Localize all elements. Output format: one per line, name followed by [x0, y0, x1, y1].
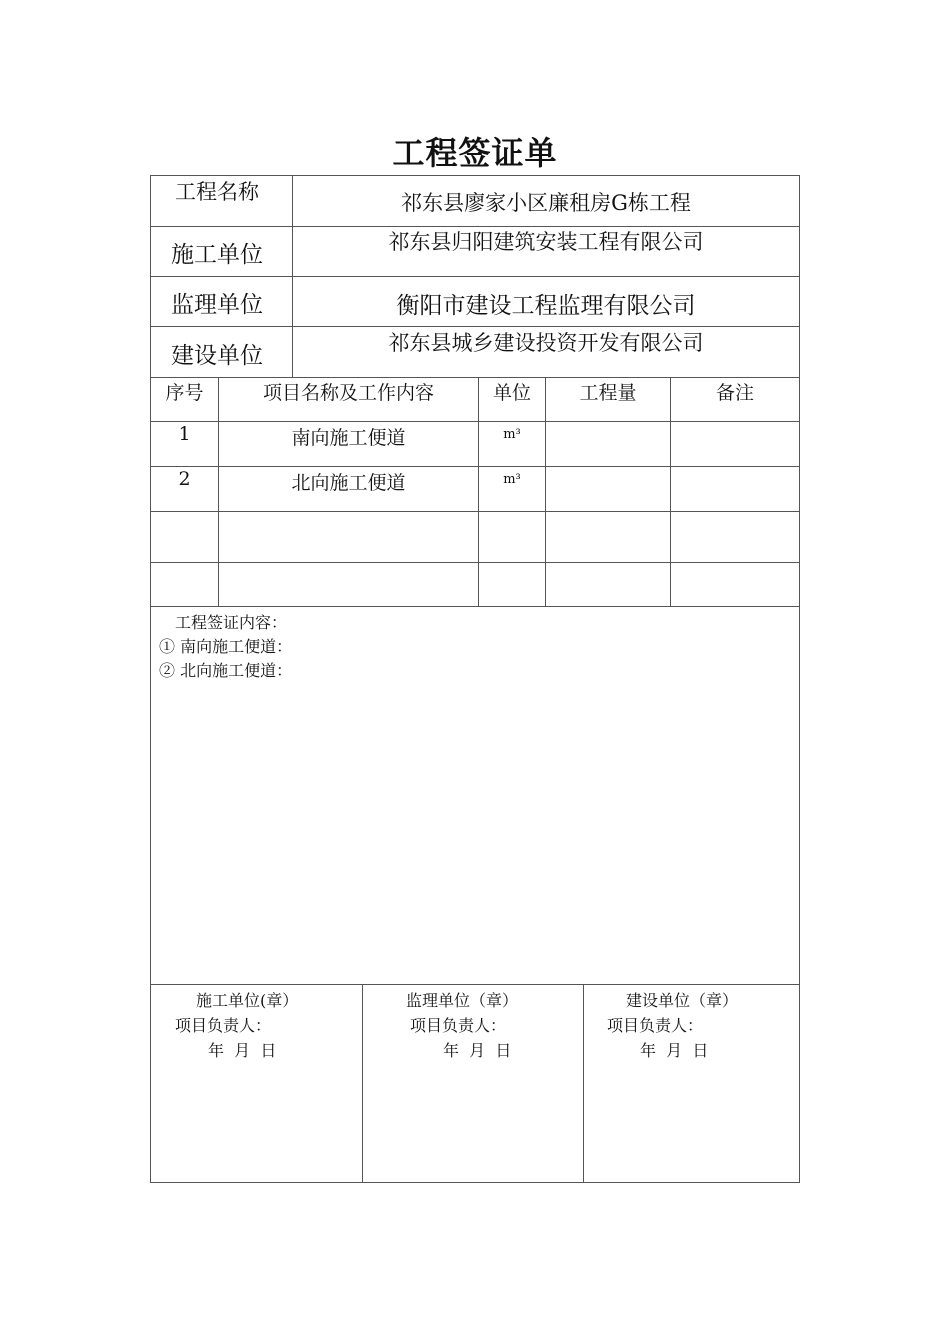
header-qty: 工程量 [579, 382, 637, 404]
owner-label: 建设单位 [171, 343, 263, 369]
sign-supervisor-unit: 监理单位（章） [406, 991, 519, 1010]
owner-value: 祁东县城乡建设投资开发有限公司 [388, 331, 704, 355]
sign-contractor-date: 年 月 日 [208, 1041, 277, 1060]
content-line-2: ② 北向施工便道： [159, 661, 293, 680]
row-divider [151, 562, 799, 563]
sign-supervisor-person: 项目负责人： [410, 1016, 507, 1035]
col-divider [583, 984, 584, 1183]
row-divider [151, 276, 799, 277]
col-divider [362, 984, 363, 1183]
row-2-no: 2 [178, 468, 191, 490]
col-divider [670, 377, 671, 606]
row-1-item: 南向施工便道 [291, 427, 406, 449]
contractor-label: 施工单位 [171, 242, 263, 268]
visa-form [150, 175, 800, 1183]
col-divider [478, 377, 479, 606]
header-item: 项目名称及工作内容 [262, 382, 434, 404]
project-name-value: 祁东县廖家小区廉租房G栋工程 [401, 191, 691, 215]
sign-contractor-unit: 施工单位(章） [196, 991, 299, 1010]
header-no: 序号 [165, 382, 204, 404]
row-divider [151, 466, 799, 467]
row-divider [151, 421, 799, 422]
sign-owner-unit: 建设单位（章） [626, 991, 739, 1010]
row-1-unit: m³ [503, 427, 521, 442]
sign-owner-date: 年 月 日 [640, 1041, 709, 1060]
sign-supervisor-date: 年 月 日 [443, 1041, 512, 1060]
supervisor-value: 衡阳市建设工程监理有限公司 [396, 293, 696, 319]
row-divider [151, 606, 799, 607]
row-divider [151, 511, 799, 512]
row-divider [151, 984, 799, 985]
header-unit: 单位 [492, 382, 531, 404]
row-1-no: 1 [178, 423, 191, 445]
content-line-1: ① 南向施工便道： [159, 637, 293, 656]
row-2-item: 北向施工便道 [291, 472, 406, 494]
header-note: 备注 [715, 382, 754, 404]
content-heading: 工程签证内容： [175, 613, 288, 632]
project-name-label: 工程名称 [175, 180, 259, 204]
row-2-unit: m³ [503, 472, 521, 487]
supervisor-label: 监理单位 [171, 292, 263, 318]
page-title: 工程签证单 [392, 134, 558, 172]
contractor-value: 祁东县归阳建筑安装工程有限公司 [388, 230, 704, 254]
col-divider [545, 377, 546, 606]
sign-owner-person: 项目负责人： [607, 1016, 704, 1035]
sign-contractor-person: 项目负责人： [175, 1016, 272, 1035]
